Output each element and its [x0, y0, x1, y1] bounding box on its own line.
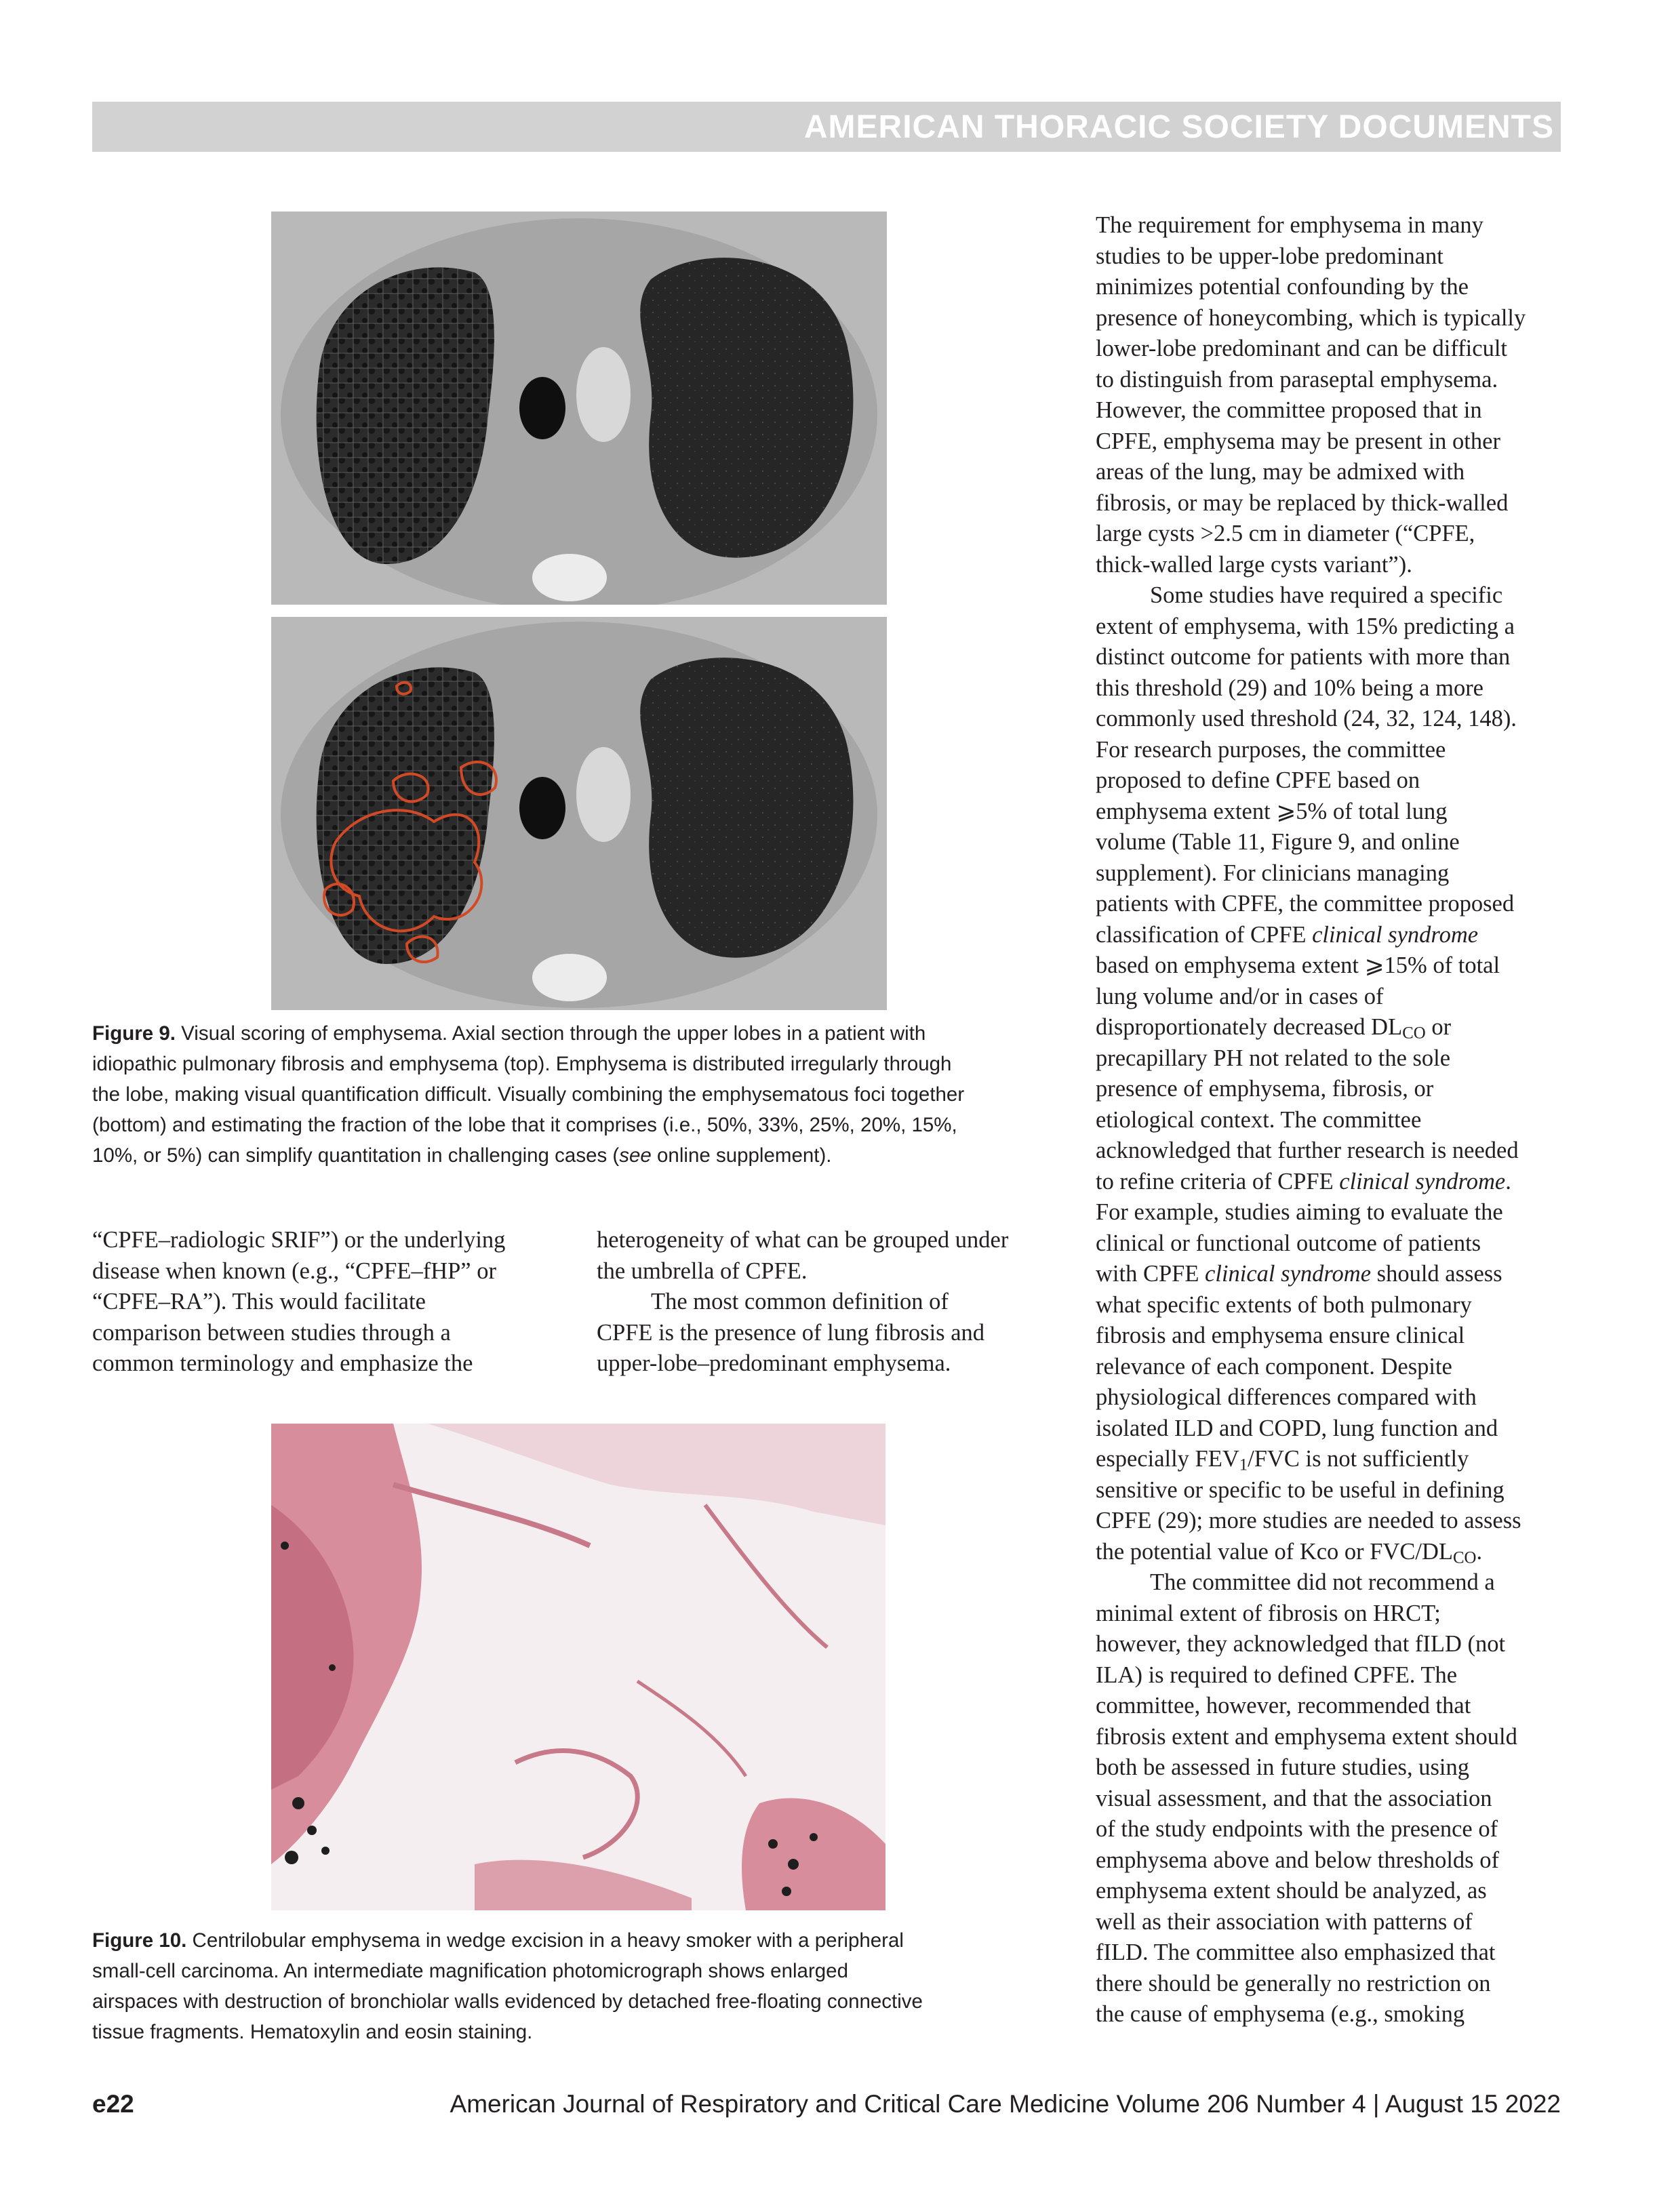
caption-line: 10%, or 5%) can simplify quantitation in challenging cases ( [92, 1144, 620, 1167]
dlco-l: L [1388, 1014, 1403, 1040]
text-line: patients with CPFE, the committee proposed [1096, 891, 1515, 917]
text-line: CPFE, emphysema may be present in other [1096, 428, 1500, 454]
text-line: disproportionately decreased D [1096, 1014, 1389, 1040]
figure-9-ct-image [271, 212, 887, 1010]
journal-citation: American Journal of Respiratory and Critical Care Medicine Volume 206 Number 4 | August 15 2022 [450, 2090, 1561, 2118]
text-line: distinct outcome for patients with more than [1096, 644, 1511, 670]
text-line: isolated ILD and COPD, lung function and [1096, 1415, 1498, 1441]
text-line: based on emphysema extent ⩾15% of total [1096, 952, 1500, 978]
dlco-l: L [1438, 1538, 1453, 1565]
figure-10-label: Figure 10. [92, 1929, 187, 1952]
text-line: comparison between studies through a [92, 1319, 451, 1346]
caption-line: idiopathic pulmonary fibrosis and emphysema (top). Emphysema is distributed irregularly through [92, 1053, 952, 1075]
text-fragment: . [1505, 1168, 1511, 1194]
text-line: thick-walled large cysts variant”). [1096, 551, 1412, 578]
text-line: with CPFE [1096, 1261, 1206, 1287]
text-line: physiological differences compared with [1096, 1384, 1477, 1410]
text-fragment: /FVC is not sufficiently [1248, 1446, 1469, 1472]
text-line: CPFE (29); more studies are needed to assess [1096, 1508, 1521, 1533]
page-number: e22 [92, 2090, 134, 2118]
text-line: The requirement for emphysema in many [1096, 212, 1483, 238]
text-line: emphysema above and below thresholds of [1096, 1847, 1499, 1873]
text-fragment: . [1476, 1538, 1483, 1565]
dlco-sub: CO [1452, 1548, 1477, 1567]
italic-term: clinical syndrome [1339, 1168, 1506, 1194]
text-line: well as their association with patterns of [1096, 1908, 1473, 1935]
text-line: common terminology and emphasize the [92, 1350, 473, 1376]
text-line: CPFE is the presence of lung fibrosis and [597, 1319, 985, 1346]
caption-line: the lobe, making visual quantification difficult. Visually combining the emphysematous foci together [92, 1083, 965, 1106]
text-line: acknowledged that further research is needed [1096, 1138, 1519, 1163]
text-line: the potential value of Kco or FVC/D [1096, 1538, 1439, 1565]
text-line: presence of honeycombing, which is typically [1096, 304, 1526, 331]
left-column-text [92, 1225, 553, 1380]
text-line: ILA) is required to defined CPFE. The [1096, 1662, 1458, 1688]
text-line: fibrosis, or may be replaced by thick-walled [1096, 489, 1509, 516]
text-line: fibrosis and emphysema ensure clinical [1096, 1323, 1465, 1348]
text-line: The most common definition of [651, 1289, 949, 1314]
text-line: relevance of each component. Despite [1096, 1353, 1452, 1380]
text-line: clinical or functional outcome of patients [1096, 1230, 1481, 1256]
text-line: what specific extents of both pulmonary [1096, 1291, 1472, 1318]
text-line: upper-lobe–predominant emphysema. [597, 1350, 951, 1376]
text-line: areas of the lung, may be admixed with [1096, 459, 1465, 485]
text-line: emphysema extent should be analyzed, as [1096, 1878, 1487, 1904]
text-line: commonly used threshold (24, 32, 124, 148). [1096, 706, 1517, 731]
text-line: to distinguish from paraseptal emphysema. [1096, 366, 1498, 393]
text-line: etiological context. The committee [1096, 1106, 1422, 1133]
text-line: volume (Table 11, Figure 9, and online [1096, 829, 1460, 855]
text-line: The committee did not recommend a [1150, 1569, 1495, 1595]
text-line: heterogeneity of what can be grouped under [597, 1227, 1009, 1253]
text-line: visual assessment, and that the association [1096, 1785, 1492, 1811]
text-line: lung volume and/or in cases of [1096, 983, 1384, 1009]
text-fragment: or [1425, 1014, 1452, 1040]
text-line: lower-lobe predominant and can be difficult [1096, 336, 1508, 361]
text-line: studies to be upper-lobe predominant [1096, 243, 1443, 269]
fev-sub: 1 [1239, 1455, 1248, 1474]
text-line: however, they acknowledged that fILD (not [1096, 1631, 1506, 1657]
caption-see: see [619, 1144, 652, 1167]
caption-line: airspaces with destruction of bronchiolar walls evidenced by detached free-floating connective [92, 1990, 923, 2013]
caption-line: Visual scoring of emphysema. Axial section through the upper lobes in a patient with [175, 1022, 926, 1045]
text-line: there should be generally no restriction on [1096, 1970, 1491, 1996]
left-lung-top [640, 258, 853, 558]
figure-9-caption [92, 1018, 1055, 1171]
dlco-sub: CO [1402, 1024, 1426, 1043]
figure-10-histology-image [271, 1424, 885, 1910]
text-line: minimizes potential confounding by the [1096, 274, 1469, 300]
banner-title: AMERICAN THORACIC SOCIETY DOCUMENTS [803, 109, 1554, 145]
text-line: For research purposes, the committee [1096, 736, 1446, 763]
figure-9-label: Figure 9. [92, 1022, 176, 1045]
text-line: proposed to define CPFE based on [1096, 767, 1420, 793]
text-line: emphysema extent ⩾5% of total lung [1096, 798, 1448, 824]
text-line: disease when known (e.g., “CPFE–fHP” or [92, 1258, 496, 1284]
text-line: fILD. The committee also emphasized that [1096, 1939, 1496, 1965]
text-line: large cysts >2.5 cm in diameter (“CPFE, [1096, 521, 1475, 546]
text-line: Some studies have required a specific [1150, 582, 1503, 608]
text-line: especially FEV [1096, 1446, 1239, 1472]
left-lung-bottom [640, 658, 853, 958]
caption-line: Centrilobular emphysema in wedge excision in a heavy smoker with a peripheral [186, 1929, 904, 1952]
text-line: extent of emphysema, with 15% predicting a [1096, 613, 1515, 639]
text-line: committee, however, recommended that [1096, 1693, 1471, 1718]
text-line: precapillary PH not related to the sole [1096, 1045, 1451, 1071]
journal-header-banner [92, 102, 1561, 152]
caption-line: tissue fragments. Hematoxylin and eosin staining. [92, 2021, 533, 2043]
text-line: fibrosis extent and emphysema extent should [1096, 1723, 1517, 1750]
text-line: classification of CPFE [1096, 921, 1313, 948]
text-line: “CPFE–RA”). This would facilitate [92, 1289, 426, 1314]
trachea-top [519, 377, 565, 439]
figure-10-caption [92, 1925, 1055, 2047]
middle-column-text [597, 1225, 1064, 1380]
text-line: this threshold (29) and 10% being a more [1096, 675, 1483, 701]
ct-scan-illustration [271, 212, 887, 1010]
text-fragment: should assess [1371, 1261, 1502, 1287]
italic-term: clinical syndrome [1205, 1261, 1372, 1287]
text-line: minimal extent of fibrosis on HRCT; [1096, 1600, 1441, 1626]
text-line: the cause of emphysema (e.g., smoking [1096, 2001, 1465, 2027]
text-line: “CPFE–radiologic SRIF”) or the underlying [92, 1227, 506, 1253]
italic-term: clinical syndrome [1312, 921, 1479, 948]
text-line: However, the committee proposed that in [1096, 397, 1482, 423]
text-line: For example, studies aiming to evaluate the [1096, 1199, 1503, 1225]
caption-line: small-cell carcinoma. An intermediate magnification photomicrograph shows enlarged [92, 1960, 848, 1982]
text-line: presence of emphysema, fibrosis, or [1096, 1076, 1434, 1102]
caption-end: online supplement). [651, 1144, 832, 1167]
text-line: supplement). For clinicians managing [1096, 860, 1450, 886]
text-line: of the study endpoints with the presence of [1096, 1816, 1498, 1842]
text-line: sensitive or specific to be useful in defining [1096, 1476, 1505, 1503]
right-column-text [1096, 210, 1570, 2030]
histology-illustration [271, 1424, 885, 1910]
text-line: the umbrella of CPFE. [597, 1258, 808, 1284]
caption-line: (bottom) and estimating the fraction of the lobe that it comprises (i.e., 50%, 33%, 25%, 20%, 15%, [92, 1114, 957, 1136]
text-line: to refine criteria of CPFE [1096, 1168, 1340, 1194]
text-line: both be assessed in future studies, using [1096, 1754, 1469, 1780]
